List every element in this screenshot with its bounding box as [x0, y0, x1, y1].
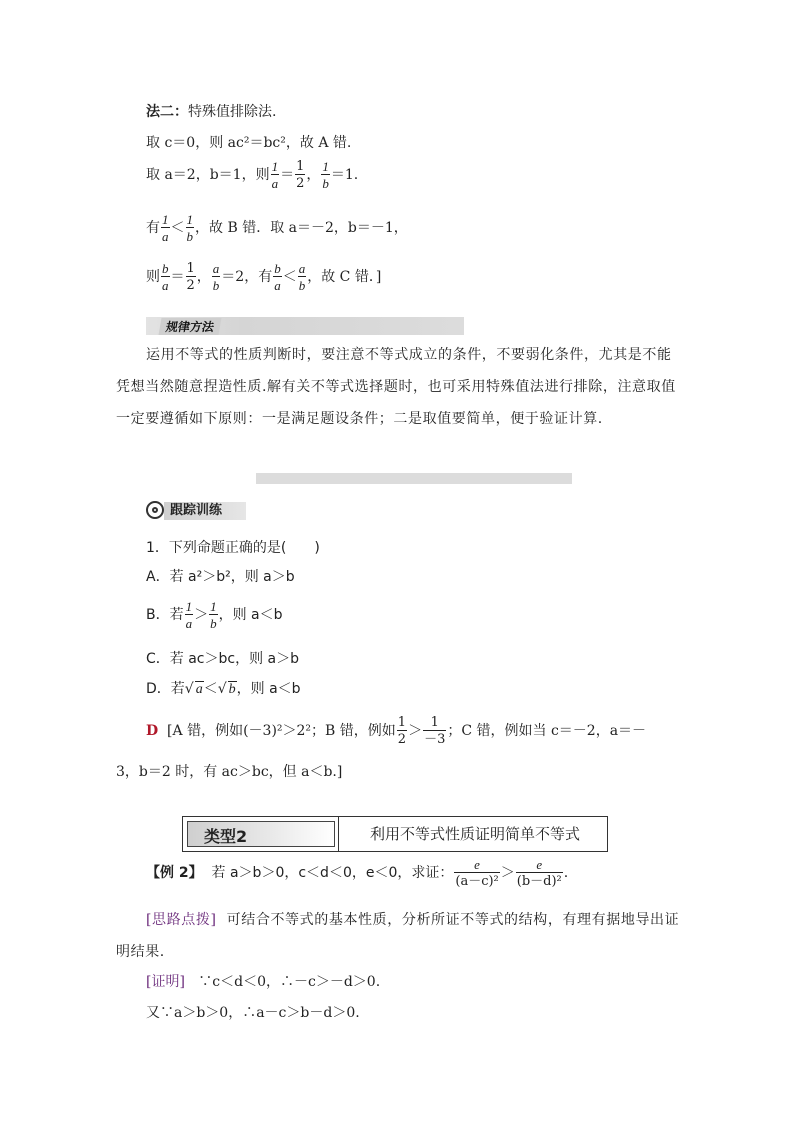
proof-line1: [证明] ∵c＜d＜0，∴－c＞－d＞0. — [146, 974, 381, 990]
method2-line4: 则 $\frac{b}{a}$ ＝ $\frac{1}{2}$ ， $\frac{a}{b}$ ＝2，有 $\frac{b}{a}$ ＜ $\frac{a}{b}$ ，故 C 错．] — [146, 261, 382, 293]
type2-box — [182, 816, 608, 852]
target-icon — [146, 501, 164, 519]
hint-paragraph — [116, 904, 681, 968]
answer-line2: 3，b＝2 时，有 ac＞bc，但 a＜b.] — [116, 764, 343, 780]
method2-line1: 取 c＝0，则 ac²＝bc²，故 A 错. — [146, 135, 352, 151]
type2-label-box — [187, 821, 335, 847]
answer-line1: D [A 错，例如(－3)²＞2²；B 错，例如 $\frac{1}{2}$ ＞ $\frac{1}{-3}$ ；C 错，例如当 c＝－2，a＝－ — [146, 715, 647, 747]
answer-letter: D — [146, 723, 159, 739]
option-a: A．若 a²＞b²，则 a＞b — [146, 569, 295, 585]
type2-label: 类型2 — [204, 827, 248, 846]
proof-line2: 又∵a＞b＞0，∴a－c＞b－d＞0. — [146, 1005, 360, 1021]
tracking-question: 1．下列命题正确的是( ) — [146, 540, 320, 556]
rule-method-label: 规律方法 — [159, 318, 222, 335]
example2-statement: 【例 2】 若 a＞b＞0，c＜d＜0，e＜0，求证： $\frac{e}{\text{(a－c)²}}$ ＞ $\frac{e}{\text{(b－d)²}}$ . — [146, 857, 569, 889]
method2-heading: 法二： — [146, 104, 188, 120]
method2-line3: 有 $\frac{1}{a}$ ＜ $\frac{1}{b}$ ，故 B 错．取 a＝－2，b＝－1， — [146, 212, 408, 244]
method2-line0 — [146, 101, 276, 121]
option-b: B．若 $\frac{1}{a}$ ＞ $\frac{1}{b}$ ，则 a＜b — [146, 599, 283, 631]
option-d: D．若√ a＜√ b，则 a＜b — [146, 681, 301, 697]
option-c: C．若 ac＞bc，则 a＞b — [146, 651, 300, 667]
tracking-label: 跟踪训练 — [164, 502, 246, 520]
rule-method-text: 运用不等式的性质判断时，要注意不等式成立的条件，不要弱化条件，尤其是不能凭想当然随意捏造性质.解有关不等式选择题时，也可采用特殊值法进行排除，注意取值一定要遵循如下原则：一是满足题设条件；二是取值要简单，便于验证计算. — [116, 347, 676, 427]
hint-label: [思路点拨] — [146, 912, 217, 928]
method2-line2: 取 a＝2，b＝1，则 $\frac{1}{a}$ ＝ $\frac{1}{2}$ ， $\frac{1}{b}$ ＝1. — [146, 159, 359, 191]
rule-method-band — [146, 317, 464, 335]
method2-heading-rest: 特殊值排除法. — [188, 104, 277, 120]
type2-title: 利用不等式性质证明简单不等式 — [369, 825, 580, 843]
section-divider — [256, 473, 572, 484]
proof-label: [证明] — [146, 974, 185, 990]
hint-text: 可结合不等式的基本性质，分析所证不等式的结构，有理有据地导出证明结果. — [116, 912, 680, 960]
